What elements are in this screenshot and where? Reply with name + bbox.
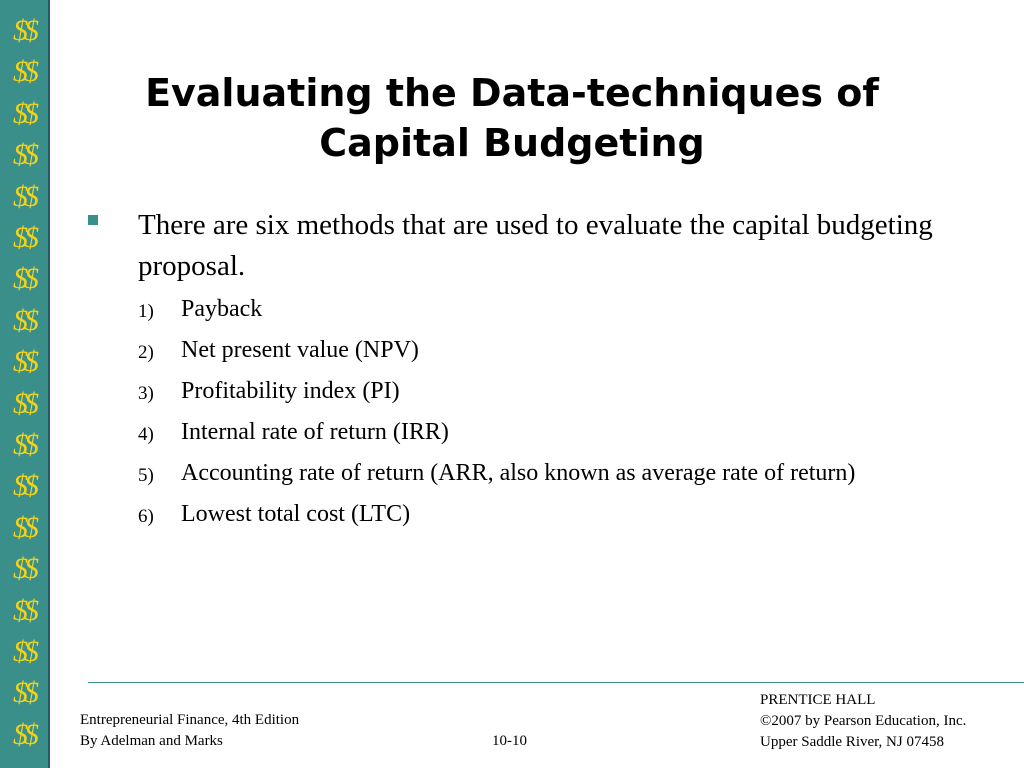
- method-text: Accounting rate of return (ARR, also known as average rate of return): [181, 460, 856, 486]
- footer-divider: [88, 682, 1024, 683]
- footer-right: [760, 690, 966, 753]
- method-text: Internal rate of return (IRR): [181, 419, 449, 445]
- sidebar-decoration: [0, 0, 50, 768]
- dollar-sign-icon: $$: [13, 676, 35, 710]
- dollar-sign-icon: $$: [13, 469, 35, 503]
- dollar-sign-icon: $$: [13, 345, 35, 379]
- footer-publisher: PRENTICE HALL: [760, 692, 876, 708]
- method-number: 3): [138, 383, 154, 404]
- dollar-sign-icon: $$: [13, 552, 35, 586]
- slide-title-line-2: Capital Budgeting: [319, 121, 705, 165]
- method-text: Lowest total cost (LTC): [181, 501, 411, 527]
- square-bullet-icon: [88, 215, 98, 225]
- footer-address: Upper Saddle River, NJ 07458: [760, 734, 944, 750]
- method-item: [138, 375, 928, 408]
- dollar-sign-icon: $$: [13, 262, 35, 296]
- main-bullet: [88, 205, 948, 287]
- slide-title: [60, 68, 964, 168]
- method-item: [138, 416, 928, 449]
- method-number: 1): [138, 301, 154, 322]
- dollar-sign-icon: $$: [13, 303, 35, 337]
- footer-page-number: 10-10: [492, 733, 527, 749]
- method-number: 4): [138, 424, 154, 445]
- slide-title-line-1: Evaluating the Data-techniques of: [145, 71, 879, 115]
- dollar-sign-icon: $$: [13, 14, 35, 47]
- dollar-sign-icon: $$: [13, 138, 35, 172]
- dollar-sign-icon: $$: [13, 428, 35, 461]
- method-item: [138, 457, 928, 490]
- dollar-sign-icon: $$: [13, 179, 35, 213]
- method-text: Payback: [181, 296, 263, 322]
- method-item: [138, 293, 928, 326]
- footer-copyright: ©2007 by Pearson Education, Inc.: [760, 713, 967, 729]
- method-number: 2): [138, 342, 154, 363]
- method-item: [138, 334, 928, 367]
- dollar-sign-icon: $$: [13, 386, 35, 420]
- dollar-sign-icon: $$: [13, 717, 35, 751]
- method-number: 5): [138, 465, 154, 486]
- dollar-sign-icon: $$: [13, 510, 35, 544]
- dollar-sign-icon: $$: [13, 96, 35, 130]
- dollar-sign-icon: $$: [13, 593, 35, 627]
- dollar-sign-icon: $$: [13, 55, 35, 89]
- method-text: Net present value (NPV): [181, 337, 419, 363]
- method-number: 6): [138, 506, 154, 527]
- main-bullet-text: There are six methods that are used to evaluate the capital budgeting proposal.: [138, 209, 933, 282]
- footer-left: [80, 710, 299, 752]
- method-text: Profitability index (PI): [181, 378, 400, 404]
- footer-authors: By Adelman and Marks: [80, 733, 223, 749]
- footer-book-title: Entrepreneurial Finance, 4th Edition: [80, 712, 300, 728]
- method-item: [138, 498, 928, 531]
- method-list: [138, 293, 928, 539]
- dollar-sign-icon: $$: [13, 635, 35, 668]
- dollar-sign-icon: $$: [13, 221, 35, 254]
